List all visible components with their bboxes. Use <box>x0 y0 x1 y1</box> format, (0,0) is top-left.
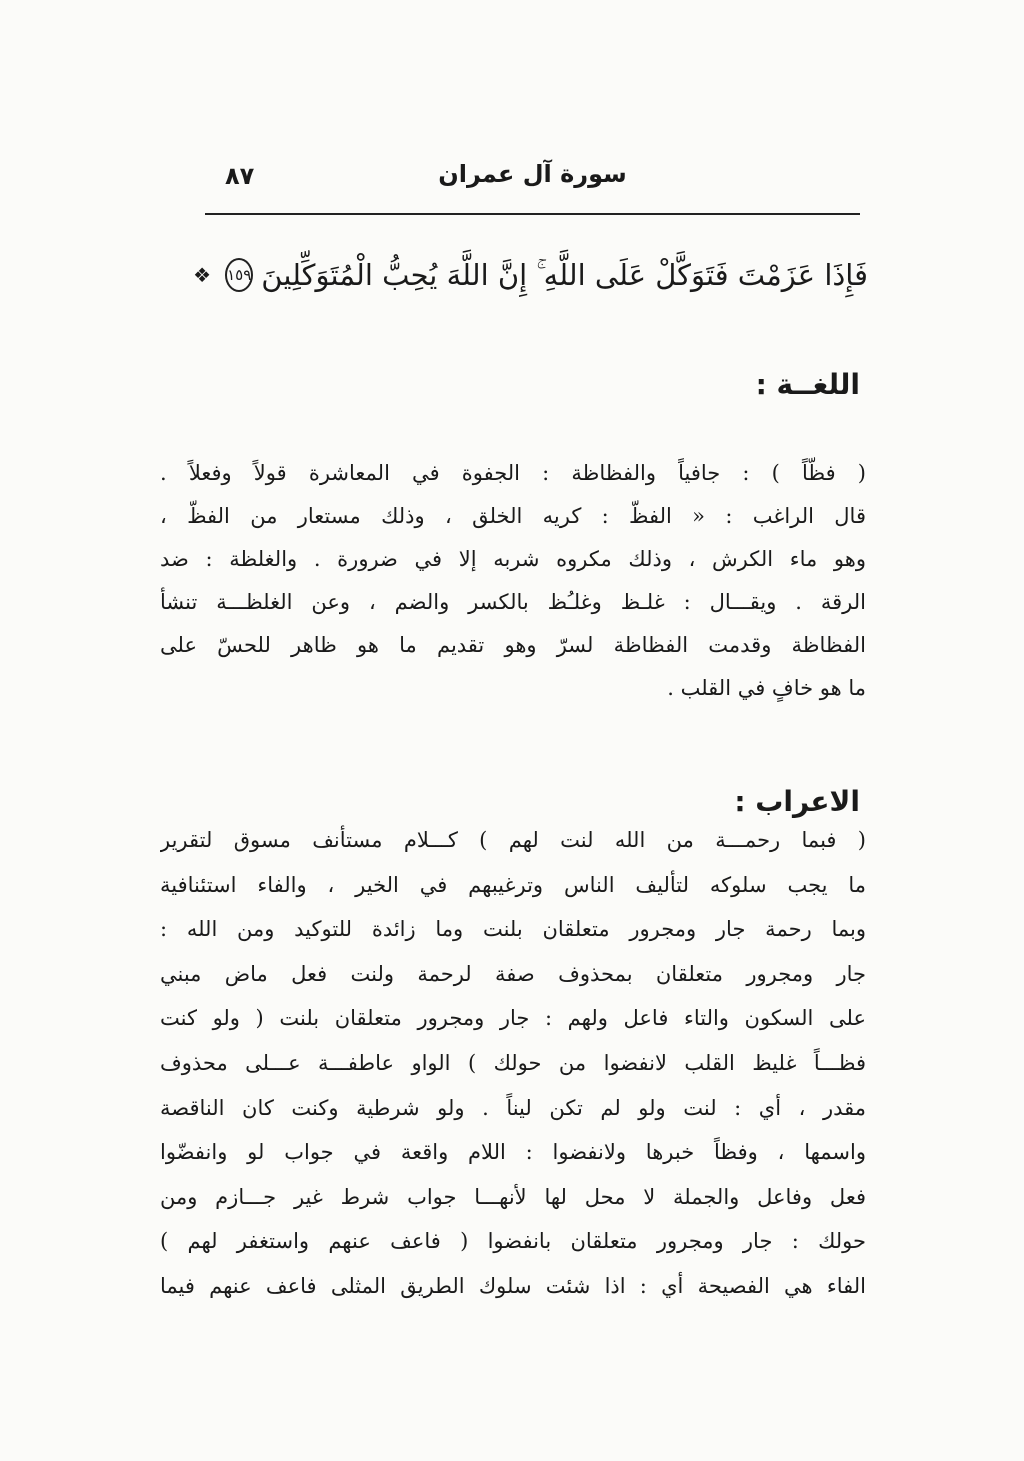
header-divider <box>205 213 860 215</box>
text-line: وهو ماء الكرش ، وذلك مكروه شربه إلا في ضرورة . والغلظة : ضد <box>160 547 866 571</box>
surah-title: سورة آل عمران <box>438 160 627 188</box>
text-line: قال الراغب : « الفظّ : كريه الخلق ، وذلك مستعار من الفظّ ، <box>160 504 866 528</box>
text-line: حولك : جار ومجرور متعلقان بانفضوا ( فاعف عنهم واستغفر لهم ) <box>160 1229 866 1254</box>
verse-text: فَإِذَا عَزَمْتَ فَتَوَكَّلْ عَلَى اللَّهِ ۚ إِنَّ اللَّهَ يُحِبُّ الْمُتَوَكِّلِينَ <box>261 257 868 292</box>
text-line: جار ومجرور متعلقان بمحذوف صفة لرحمة ولنت فعل ماض مبني <box>160 961 866 986</box>
ayah-number: ١٥٩ <box>227 265 252 284</box>
text-line: وبما رحمة جار ومجرور متعلقان بلنت وما زائدة للتوكيد ومن الله : <box>160 917 866 942</box>
text-line: مقدر ، أي : لنت ولو لم تكن ليناً . ولو شرطية وكنت كان الناقصة <box>160 1095 866 1120</box>
quran-verse <box>193 240 868 310</box>
text-line: على السكون والتاء فاعل ولهم : جار ومجرور متعلقان بلنت ( ولو كنت <box>160 1006 866 1031</box>
ayah-number-marker <box>225 258 253 292</box>
text-line: ما هو خافٍ في القلب . <box>667 676 866 700</box>
text-line: فظـــاً غليظ القلب لانفضوا من حولك ) الواو عاطفـــة عـــلى محذوف <box>160 1050 866 1075</box>
section-heading-irab: الاعراب : <box>734 785 860 818</box>
text-line: الرقة . ويقـــال : غلـظ وغلـُظ بالكسر والضم ، وعن الغلظـــة تنشأ <box>160 590 866 614</box>
page-number: ٨٧ <box>225 162 255 190</box>
text-line: واسمها ، وفظاً خبرها ولانفضوا : اللام واقعة في جواب لو وانفضّوا <box>160 1140 866 1165</box>
text-line: ما يجب سلوكه لتأليف الناس وترغيبهم في الخير ، والفاء استئنافية <box>160 872 866 897</box>
section-heading-lugha: اللغــة : <box>755 368 860 401</box>
irab-paragraph <box>160 818 866 1309</box>
page-header <box>205 158 860 198</box>
text-line: ( فظّاً ) : جافياً والفظاظة : الجفوة في المعاشرة قولاً وفعلاً . <box>160 461 866 485</box>
ornament-icon: ❖ <box>193 263 212 287</box>
text-line: ( فبما رحمـــة من الله لنت لهم ) كـــلام مستأنف مسوق لتقرير <box>160 828 866 852</box>
lugha-paragraph <box>160 452 866 710</box>
text-line: الفظاظة وقدمت الفظاظة لسرّ وهو تقديم ما هو ظاهر للحسّ على <box>160 633 866 657</box>
text-line: الفاء هي الفصيحة أي : اذا شئت سلوك الطريق المثلى فاعف عنهم فيما <box>160 1273 866 1298</box>
text-line: فعل وفاعل والجملة لا محل لها لأنهـــا جواب شرط غير جـــازم ومن <box>160 1184 866 1209</box>
